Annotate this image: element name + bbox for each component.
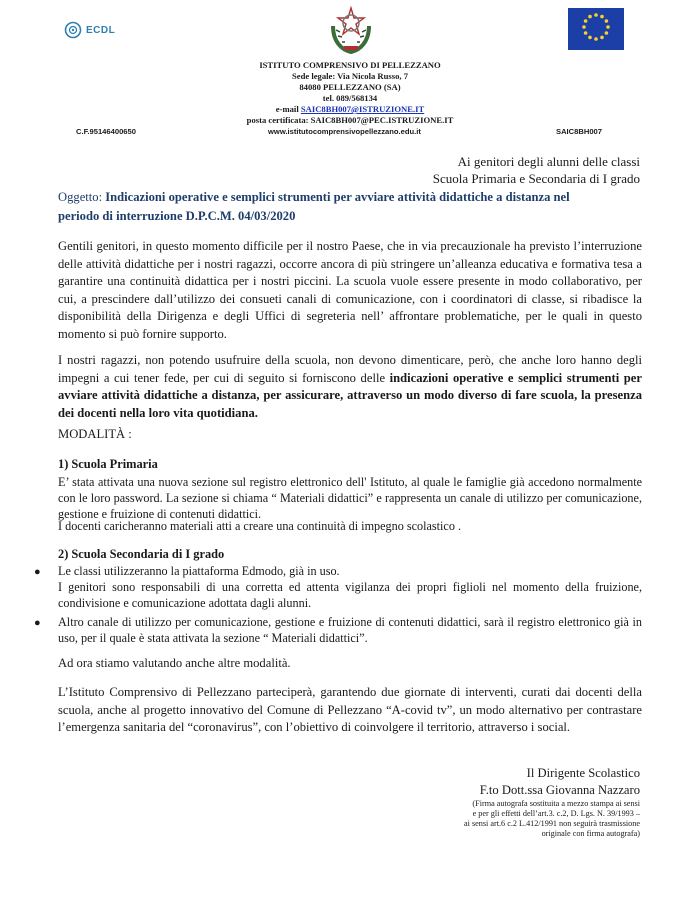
pec-address: SAIC8BH007@PEC.ISTRUZIONE.IT — [310, 115, 454, 125]
school-code: SAIC8BH007 — [556, 127, 603, 136]
section-2-bullet-2: Altro canale di utilizzo per comunicazione, gestione e fruizione di contenuti didattici, sarà il registro elettronico già in uso, per il quale è stata attivata la sezione “ Materiali didattici”. — [58, 615, 642, 646]
paragraph-2-text: I nostri ragazzi, non potendo usufruire della scuola, non devono dimenticare, però, che anche loro hanno degli impegni a cui tener fede, per cui di seguito si forniscono delle — [58, 353, 642, 385]
tax-code: C.F.95146400650 — [76, 127, 136, 136]
email-link[interactable]: SAIC8BH007@ISTRUZIONE.IT — [300, 104, 425, 114]
pec-label: posta certificata: — [246, 115, 309, 125]
subject-text-2: periodo di interruzione D.P.C.M. 04/03/2020 — [58, 209, 296, 223]
section-2-bullet-1: Le classi utilizzeranno la piattaforma Edmodo, già in uso. — [58, 564, 340, 578]
italian-emblem-icon — [330, 6, 372, 54]
email-label: e-mail — [275, 104, 299, 114]
legal-seat: Sede legale: Via Nicola Russo, 7 — [291, 71, 408, 81]
section-2-bullet-1-cont: I genitori sono responsabili di una corretta ed attenta vigilanza dei propri figlioli nel momento della fruizione, condivisione e comunicazione adottata dagli alunni. — [58, 580, 642, 611]
paragraph-2-bold: indicazioni operative e semplici strumenti per avviare attività didattiche a distanza, per assicurare, attraverso un modo diverso di fare scuola, la presenza dei docenti nella loro vita quotidiana. — [58, 370, 642, 420]
email-line — [150, 104, 550, 115]
ecdl-globe-icon — [64, 21, 82, 39]
subject-text-1: Indicazioni operative e semplici strumenti per avviare attività didattiche a distanza nel — [105, 190, 570, 204]
signature-note-2: e per gli effetti dell’art.3. c.2, D. Lgs. N. 39/1993 – — [472, 809, 640, 818]
signature-role: Il Dirigente Scolastico — [526, 766, 640, 780]
recipient-line-2: Scuola Primaria e Secondaria di I grado — [432, 171, 640, 186]
signature-name: F.to Dott.ssa Giovanna Nazzaro — [479, 783, 640, 797]
evaluating-text: Ad ora stiamo valutando anche altre modalità. — [58, 656, 291, 670]
website[interactable]: www.istitutocomprensivopellezzano.edu.it — [268, 127, 421, 136]
phone: tel. 089/568134 — [322, 93, 378, 103]
paragraph-2 — [58, 352, 642, 422]
section-1-text-2: I docenti caricheranno materiali atti a creare una continuità di impegno scolastico . — [58, 519, 462, 533]
subject-line-1 — [58, 190, 648, 205]
modalita-heading: MODALITÀ : — [58, 427, 132, 441]
bullet-icon: ● — [34, 566, 41, 578]
postal-address: 84080 PELLEZZANO (SA) — [299, 82, 401, 92]
section-1-text: E’ stata attivata una nuova sezione sul registro elettronico dell' Istituto, al quale le famiglie già accedono normalmente con le loro password. La sezione si chiama “ Materiali didattici” e rappresenta un canale di utilizzo per comunicazione, gestione e fruizione di contenuti didattici. — [58, 475, 642, 522]
pec-line — [150, 115, 550, 126]
bullet-icon: ● — [34, 617, 41, 629]
signature-note-3: ai sensi art.6 c.2 L.412/1991 non seguirà trasmissione — [464, 819, 640, 828]
ecdl-logo-text: ECDL — [86, 24, 116, 36]
section-1-title: 1) Scuola Primaria — [58, 457, 158, 471]
ecdl-logo — [64, 20, 115, 40]
intro-paragraph: Gentili genitori, in questo momento difficile per il nostro Paese, che in via precauzionale ha previsto l’interruzione delle attività didattiche per i nostri ragazzi, occorre ancora di più stringere un’alleanza educativa e formativa tesa a garantire una continuità didattica per i nostri piccini. La scuola vuole essere presente in modo collaborativo, per cui, a prescindere dall’utilizzo dei consueti canali di comunicazione, con i coordinatori di classe, si ribadisce la disponibilità della Dirigenza e degli Uffici di segreteria nell’ affrontare problematiche, per le quali in questo momento si può fornire supporto. — [58, 239, 642, 341]
institute-name: ISTITUTO COMPRENSIVO DI PELLEZZANO — [259, 60, 441, 70]
closing-paragraph: L’Istituto Comprensivo di Pellezzano parteciperà, garantendo due giornate di interventi, curati dai docenti della scuola, anche al progetto innovativo del Comune di Pellezzano “A-covid tv”, un modo alternativo per contrastare l’emergenza sanitaria del “coronavirus”, con l’obiettivo di coinvolgere il territorio, attraverso i social. — [58, 685, 642, 735]
eu-flag-icon — [568, 8, 624, 50]
signature-note-4: originale con firma autografa) — [541, 829, 640, 838]
section-2-title: 2) Scuola Secondaria di I grado — [58, 547, 225, 561]
recipient-line-1: Ai genitori degli alunni delle classi — [457, 154, 640, 169]
subject-label: Oggetto: — [58, 190, 103, 204]
signature-note-1: (Firma autografa sostituita a mezzo stampa ai sensi — [472, 799, 640, 808]
